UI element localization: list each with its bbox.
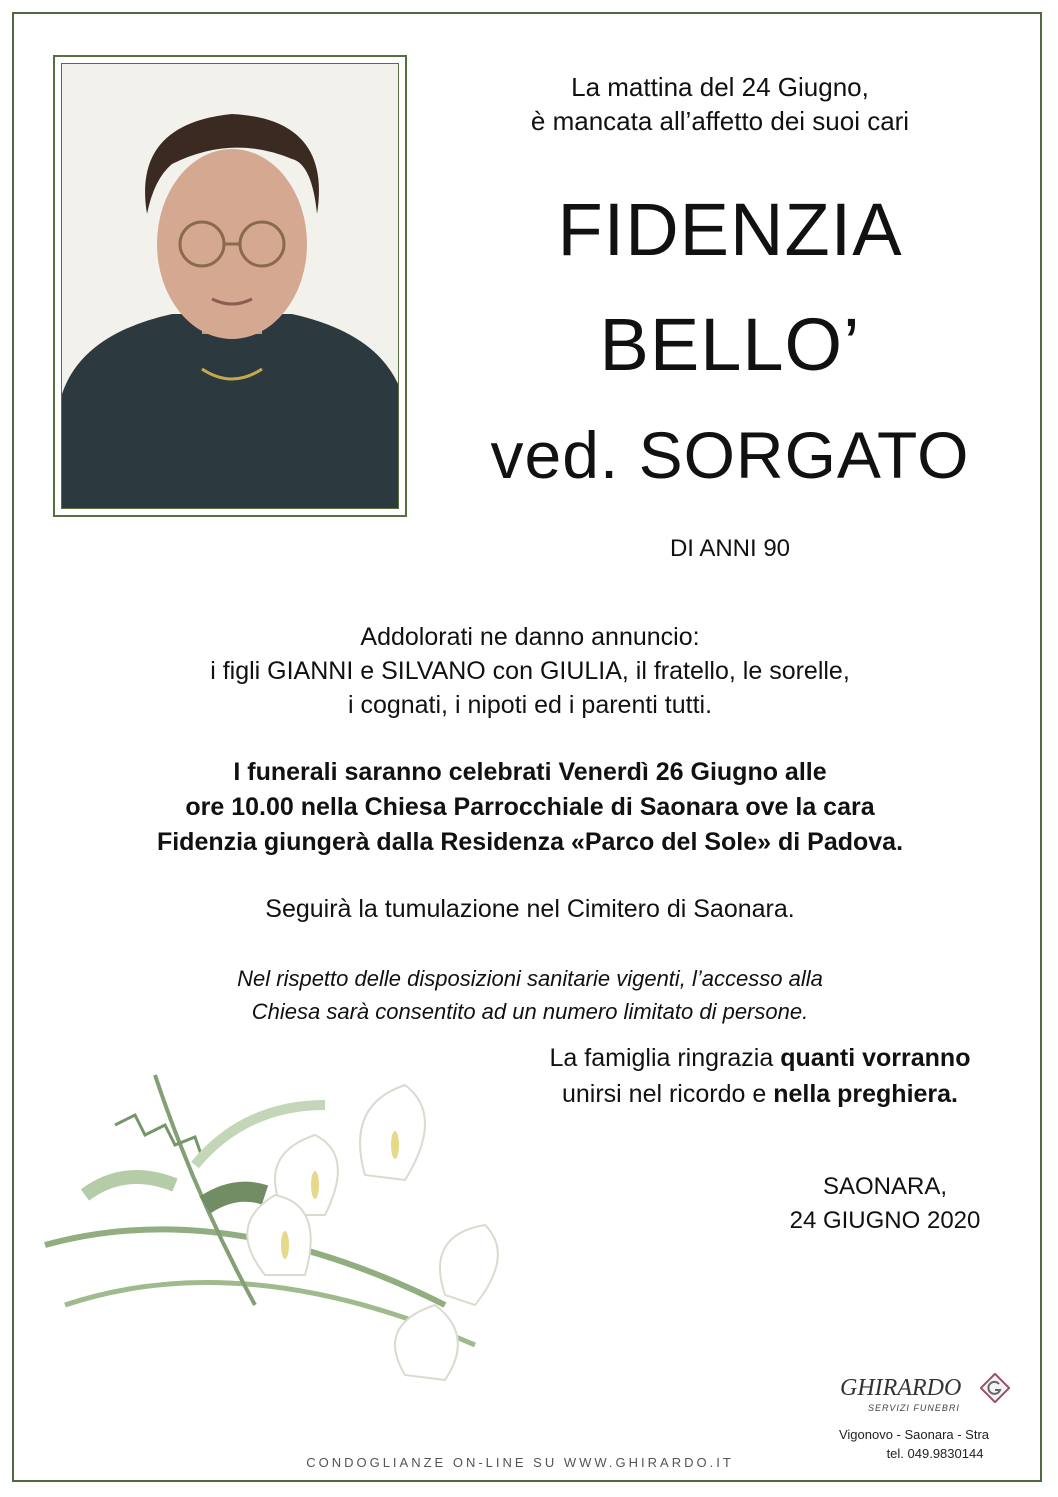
thanks-part-3: unirsi nel ricordo e (561, 1080, 774, 1108)
funeral-line-1: I funerali saranno celebrati Venerdì 26 Giugno alle (233, 758, 827, 786)
notice-line-2: Chiesa sarà consentito ad un numero limitato di persone. (251, 999, 809, 1024)
age-text: DI ANNI 90 (669, 535, 791, 562)
agency-diamond-icon (980, 1373, 1010, 1403)
portrait-photo (61, 63, 399, 509)
thanks-part-1: La famiglia ringrazia (549, 1044, 781, 1072)
intro-line-1: La mattina del 24 Giugno, (571, 72, 869, 102)
agency-phone: tel. 049.9830144 (886, 1446, 984, 1461)
agency-address: Vigonovo - Saonara - Stra (838, 1427, 990, 1442)
date-text: 24 GIUGNO 2020 (789, 1207, 981, 1234)
thanks-line-2 (470, 1076, 1050, 1112)
place-date (760, 1170, 1010, 1238)
agency-name: GHIRARDO (840, 1375, 962, 1401)
health-notice (80, 962, 980, 1028)
funeral-line-2: ore 10.00 nella Chiesa Parrocchiale di Saonara ove la cara (185, 793, 875, 821)
intro-line-2: è mancata all’affetto dei suoi cari (530, 106, 910, 136)
announcement-line-2: i figli GIANNI e SILVANO con GIULIA, il fratello, le sorelle, (210, 657, 850, 685)
burial-text: Seguirà la tumulazione nel Cimitero di Saonara. (265, 895, 795, 923)
place-name: SAONARA, (822, 1173, 948, 1200)
last-name: BELLO’ (599, 303, 861, 386)
announcement-line-3: i cognati, i nipoti ed i parenti tutti. (347, 691, 713, 719)
thanks-part-2: quanti vorranno (780, 1044, 971, 1072)
agency-subtitle: SERVIZI FUNEBRI (868, 1403, 960, 1413)
thanks-text (470, 1040, 1050, 1112)
announcement-line-1: Addolorati ne danno annuncio: (360, 623, 700, 651)
intro-text (470, 70, 970, 138)
married-name: ved. SORGATO (490, 418, 970, 492)
thanks-part-4: nella preghiera. (773, 1080, 958, 1108)
condolences-footer: CONDOGLIANZE ON-LINE SU WWW.GHIRARDO.IT (306, 1455, 734, 1470)
thanks-line-1 (470, 1040, 1050, 1076)
funeral-line-3: Fidenzia giungerà dalla Residenza «Parco del Sole» di Padova. (156, 828, 904, 856)
agency-logo (830, 1375, 1030, 1485)
notice-line-1: Nel rispetto delle disposizioni sanitarie vigenti, l’accesso alla (237, 966, 823, 991)
portrait-frame (53, 55, 407, 517)
announcement-text (80, 620, 980, 722)
first-name: FIDENZIA (557, 188, 903, 271)
funeral-details (40, 755, 1020, 860)
